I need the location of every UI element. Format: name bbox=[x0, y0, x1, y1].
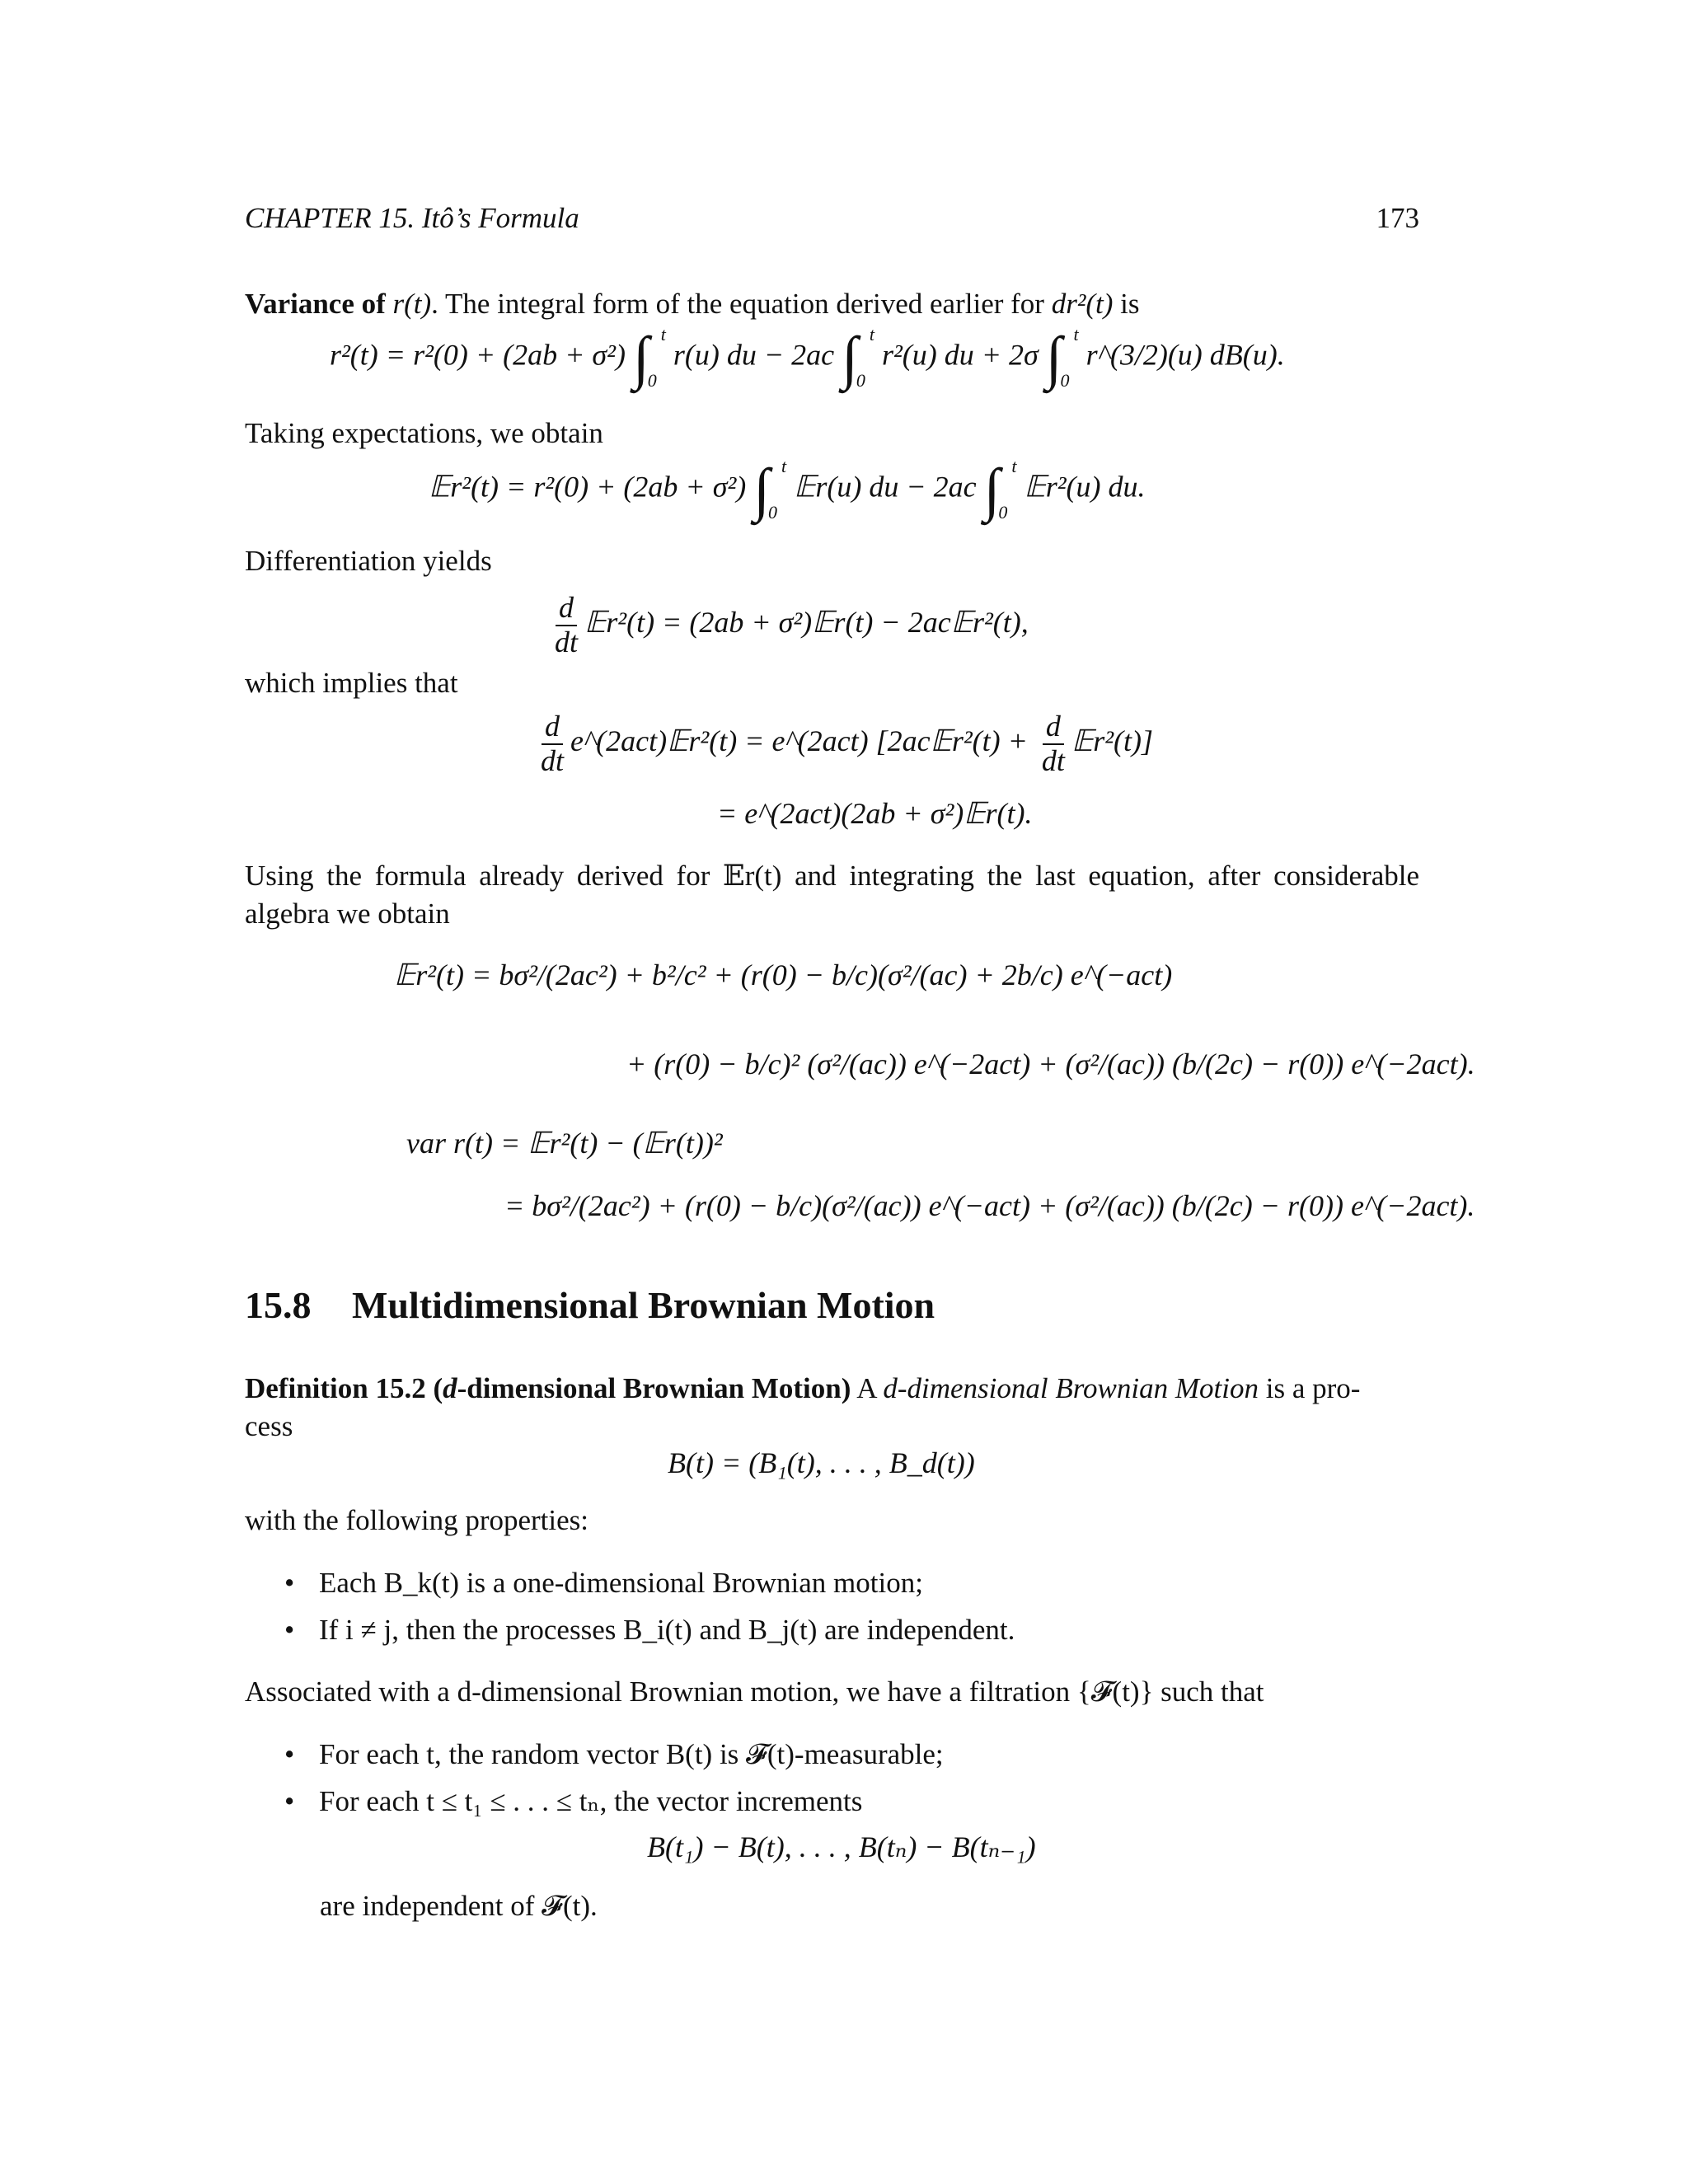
list-item-text: Each B_k(t) is a one-dimensional Brownian motion; bbox=[319, 1567, 923, 1599]
eq1-upper-2: t bbox=[869, 324, 874, 344]
with-properties-text: with the following properties: bbox=[245, 1504, 589, 1536]
definition-text-b: d-dimensional Brownian Motion bbox=[883, 1372, 1259, 1404]
implies-text: which implies that bbox=[245, 667, 458, 699]
eq2-term1: 𝔼r(u) du − 2ac bbox=[794, 470, 977, 504]
variance-paragraph bbox=[245, 285, 1139, 323]
equation-expectation-r2 bbox=[429, 457, 1146, 522]
eq1-term3: r^(3/2)(u) dB(u). bbox=[1085, 338, 1285, 372]
eq4-mid: e^(2act)𝔼r²(t) = e^(2act) [2ac𝔼r²(t) + bbox=[570, 724, 1028, 757]
equation-second-moment-line2: + (r(0) − b/c)² (σ²/(ac)) e^(−2act) + (σ²/(ac)) (b/(2c) − r(0)) e^(−2act). bbox=[626, 1047, 1475, 1080]
eq3-frac-num: d bbox=[556, 592, 577, 626]
list-item bbox=[284, 1783, 862, 1821]
definition-text-c: is a pro- bbox=[1265, 1372, 1361, 1404]
section-heading bbox=[245, 1281, 935, 1330]
variance-heading: Variance of bbox=[245, 288, 386, 320]
eq2-lower-1: 0 bbox=[767, 502, 777, 523]
list-item-text: For each t ≤ t₁ ≤ . . . ≤ tₙ, the vector increments bbox=[319, 1785, 863, 1817]
eq4-frac-den: dt bbox=[541, 743, 565, 777]
equation-brownian-vector: B(t) = (B₁(t), . . . , B_d(t)) bbox=[668, 1446, 975, 1479]
variance-is: is bbox=[1120, 288, 1140, 320]
definition-line2: cess bbox=[245, 1410, 293, 1442]
equation-exp-derivative-line2: = e^(2act)(2ab + σ²)𝔼r(t). bbox=[717, 797, 1033, 830]
equation-exp-derivative-line1 bbox=[534, 710, 1153, 777]
variance-var: r(t) bbox=[392, 288, 432, 320]
integral-sign: ∫ bbox=[632, 325, 649, 391]
equation-variance-line1: var r(t) = 𝔼r²(t) − (𝔼r(t))² bbox=[406, 1127, 723, 1160]
eq4-end: 𝔼r²(t)] bbox=[1071, 724, 1153, 757]
integral-sign: ∫ bbox=[842, 325, 858, 391]
integral-sign: ∫ bbox=[983, 457, 1001, 523]
integral-sign: ∫ bbox=[1045, 325, 1062, 391]
eq2-term2: 𝔼r²(u) du. bbox=[1024, 470, 1146, 504]
definition-line1 bbox=[245, 1370, 1360, 1408]
definition-label: Definition 15.2 ( bbox=[245, 1372, 443, 1404]
list-item bbox=[284, 1564, 923, 1602]
bullet-icon: • bbox=[284, 1785, 295, 1817]
list-item bbox=[284, 1611, 1015, 1649]
eq1-term2: r²(u) du + 2σ bbox=[881, 338, 1039, 372]
list-item-text: For each t, the random vector B(t) is 𝓕(t)-measurable; bbox=[319, 1738, 944, 1770]
eq2-lhs: 𝔼r²(t) = r²(0) + (2ab + σ²) bbox=[429, 470, 747, 504]
eq4-frac-num: d bbox=[542, 710, 563, 745]
independent-text: are independent of 𝓕(t). bbox=[320, 1890, 598, 1922]
variance-dr: dr²(t) bbox=[1051, 288, 1114, 320]
definition-text-a: A bbox=[856, 1372, 876, 1404]
eq2-upper-2: t bbox=[1011, 456, 1017, 476]
eq1-term1: r(u) du − 2ac bbox=[673, 338, 835, 372]
eq4-frac-num-2: d bbox=[1043, 710, 1064, 745]
eq4-frac-den-2: dt bbox=[1041, 743, 1065, 777]
definition-label-rest: -dimensional Brownian Motion) bbox=[457, 1372, 851, 1404]
running-header-chapter: CHAPTER 15. Itô’s Formula bbox=[245, 202, 579, 234]
equation-second-moment-line1: 𝔼r²(t) = bσ²/(2ac²) + b²/c² + (r(0) − b/c)(σ²/(ac) + 2b/c) e^(−act) bbox=[394, 958, 1173, 991]
using-formula-paragraph: Using the formula already derived for 𝔼r(t) and integrating the last equation, after considerable algebra we obtain bbox=[245, 860, 1419, 930]
eq1-upper-3: t bbox=[1073, 324, 1079, 344]
page-number: 173 bbox=[1376, 202, 1419, 234]
eq1-upper-1: t bbox=[660, 324, 666, 344]
equation-r2-integral bbox=[330, 326, 1285, 390]
differentiation-text: Differentiation yields bbox=[245, 545, 492, 577]
definition-label-var: d bbox=[443, 1372, 457, 1404]
eq2-upper-1: t bbox=[781, 456, 787, 476]
bullet-icon: • bbox=[284, 1614, 295, 1646]
variance-text: . The integral form of the equation derived earlier for bbox=[431, 288, 1044, 320]
section-title: Multidimensional Brownian Motion bbox=[352, 1284, 935, 1326]
bullet-icon: • bbox=[284, 1567, 295, 1599]
eq1-lower-1: 0 bbox=[647, 370, 657, 391]
eq1-lhs: r²(t) = r²(0) + (2ab + σ²) bbox=[330, 338, 626, 372]
equation-derivative bbox=[548, 592, 1029, 658]
list-item bbox=[284, 1736, 944, 1774]
eq3-frac-den: dt bbox=[555, 625, 579, 658]
section-number: 15.8 bbox=[245, 1284, 312, 1326]
eq1-lower-3: 0 bbox=[1060, 370, 1070, 391]
eq3-rest: 𝔼r²(t) = (2ab + σ²)𝔼r(t) − 2ac𝔼r²(t), bbox=[584, 605, 1029, 639]
taking-expectations-text: Taking expectations, we obtain bbox=[245, 417, 603, 449]
associated-text: Associated with a d-dimensional Brownian motion, we have a filtration {𝓕(t)} such that bbox=[245, 1675, 1264, 1708]
equation-increments: B(t₁) − B(t), . . . , B(tₙ) − B(tₙ₋₁) bbox=[647, 1830, 1036, 1863]
eq1-lower-2: 0 bbox=[856, 370, 865, 391]
integral-sign: ∫ bbox=[753, 457, 770, 523]
list-item-text: If i ≠ j, then the processes B_i(t) and B_j(t) are independent. bbox=[319, 1614, 1015, 1646]
eq2-lower-2: 0 bbox=[998, 502, 1008, 523]
equation-variance-line2: = bσ²/(2ac²) + (r(0) − b/c)(σ²/(ac)) e^(−act) + (σ²/(ac)) (b/(2c) − r(0)) e^(−2act). bbox=[504, 1189, 1475, 1222]
bullet-icon: • bbox=[284, 1738, 295, 1770]
